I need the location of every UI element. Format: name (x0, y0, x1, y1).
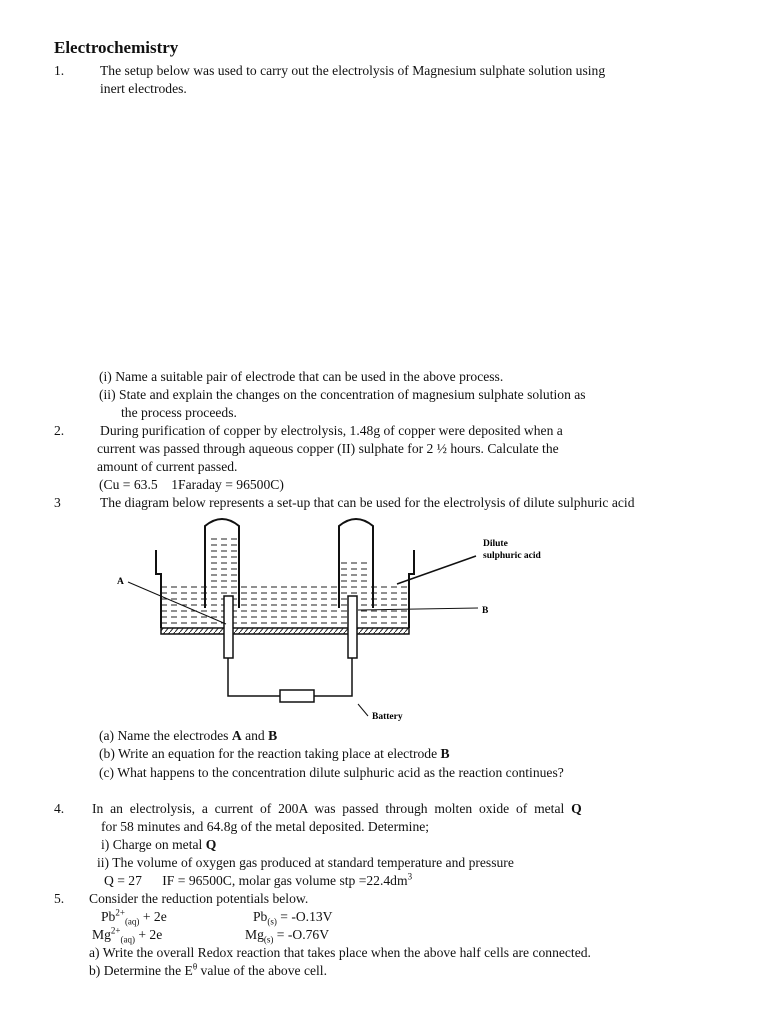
pointer-acid (397, 556, 476, 584)
q3-number: 3 (54, 495, 61, 510)
q3-part-c: (c) What happens to the concentration dilute sulphuric acid as the reaction continues? (99, 765, 564, 780)
electrolysis-apparatus-diagram (100, 512, 576, 726)
label-dilute: Dilute (483, 539, 508, 549)
q1-text-line1: The setup below was used to carry out the electrolysis of Magnesium sulphate solution using (100, 63, 606, 78)
electrode-a (224, 596, 233, 658)
beaker-wall-left (156, 550, 161, 628)
wire-left (228, 658, 280, 696)
wire-right (314, 658, 352, 696)
q1-number: 1. (54, 63, 65, 78)
q4-text-line1: In an electrolysis, a current of 200A was passed through molten oxide of metal Q (92, 801, 582, 816)
battery (280, 690, 314, 702)
q2-number: 2. (54, 423, 65, 438)
q3-intro: The diagram below represents a set-up that can be used for the electrolysis of dilute sulphuric acid (100, 495, 635, 510)
electrode-b (348, 596, 357, 658)
q5-intro: Consider the reduction potentials below. (89, 891, 309, 906)
page-title: Electrochemistry (54, 38, 179, 57)
q4-number: 4. (54, 801, 65, 816)
q1-part-ii-line2: the process proceeds. (121, 405, 237, 420)
beaker-base (161, 628, 409, 634)
label-a: A (117, 577, 124, 587)
beaker-wall-right (409, 550, 414, 628)
q5-number: 5. (54, 891, 65, 906)
half-reaction-pb-right: $Pb_{(s)} = -O.13V$ (253, 909, 333, 927)
q5-part-a: a) Write the overall Redox reaction that takes place when the above half cells are connected. (89, 945, 591, 960)
q2-text-line2: current was passed through aqueous copper (II) sulphate for 2 ½ hours. Calculate the (97, 441, 559, 456)
q1-part-ii-line1: (ii) State and explain the changes on the concentration of magnesium sulphate solution as (99, 387, 586, 402)
q3-part-b: (b) Write an equation for the reaction taking place at electrode B (99, 746, 450, 761)
label-sulphuric-acid: sulphuric acid (483, 551, 541, 561)
q2-text-line1: During purification of copper by electrolysis, 1.48g of copper were deposited when a (100, 423, 563, 438)
q4-part-ii: ii) The volume of oxygen gas produced at standard temperature and pressure (97, 855, 514, 870)
q2-text-line3: amount of current passed. (97, 459, 238, 474)
pointer-battery (358, 704, 368, 716)
tube-left-liquid (207, 534, 237, 586)
q4-part-i: i) Charge on metal Q (101, 837, 217, 852)
q4-text-line2: for 58 minutes and 64.8g of the metal deposited. Determine; (101, 819, 430, 834)
label-b: B (482, 606, 489, 616)
q5-part-b: b) Determine the $E^\theta$ value of the above cell. (89, 961, 327, 978)
q1-text-line2: inert electrodes. (100, 81, 187, 96)
q2-data: (Cu = 63.5 1Faraday = 96500C) (99, 477, 284, 492)
half-reaction-mg-right: $Mg_{(s)} = -O.76V$ (245, 927, 330, 945)
half-reaction-mg-left: $Mg^{2+}_{(aq)} + 2e$ (92, 925, 163, 945)
q4-data: Q = 27 IF = 96500C, molar gas volume stp $=22.4dm^3$ (104, 871, 413, 888)
half-reaction-pb-left: $Pb^{2+}_{(aq)} + 2e$ (101, 907, 167, 927)
q1-part-i: (i) Name a suitable pair of electrode that can be used in the above process. (99, 369, 504, 384)
electrolyte-liquid (161, 584, 409, 628)
q3-part-a: (a) Name the electrodes A and B (99, 728, 278, 743)
tube-right-liquid (341, 562, 371, 586)
label-battery: Battery (372, 712, 403, 722)
